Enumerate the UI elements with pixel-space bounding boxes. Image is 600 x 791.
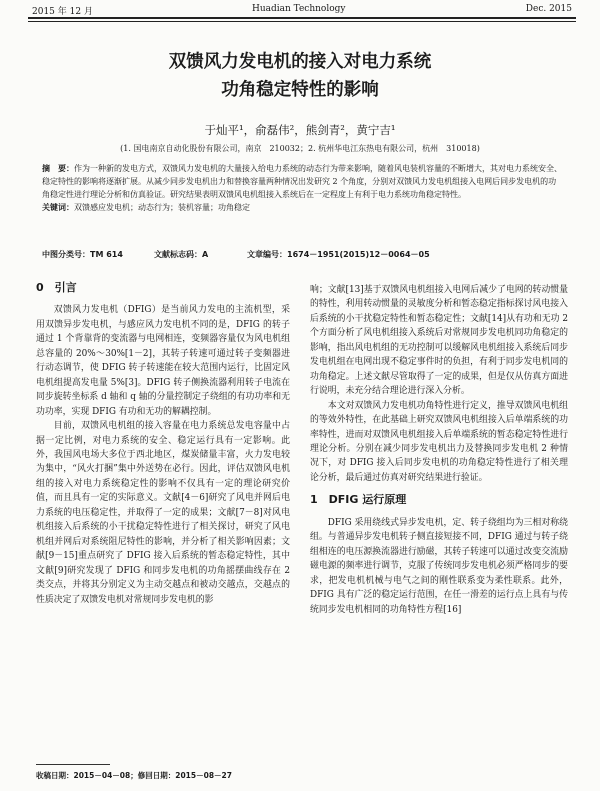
body-paragraph: 目前，双馈风电机组的接入容量在电力系统总发电容量中占据一定比例，对电力系统的安全、稳定运行具有一定影响。此外，我国风电场大多位于西北地区，煤炭储量丰富，火力发电较为集中，“风火打捆”集中外送势在必行。因此，评估双馈风电机组的接入对电力系统稳定性的影响不仅具有一定的理论研究价值，而且具有一定的实际意义。文献[4－6]研究了风电并网后电力系统的电压稳定性，并取得了一定的成果；文献[7－8]对风电机组接入后系统的小干扰稳定特性进行了相关探讨，研究了风电机组并网后对系统阻尼特性的影响，并分析了相关影响因素；文献[9－15]重点研究了 DFIG 接入后系统的暂态稳定特性，其中文献[9]研究发现了 DFIG 和同步发电机的功角摇摆曲线存在 2 类交点，并将其分别定义为主动交越点和被动交越点，交越点的性质决定了双馈发电机对常规同步发电机的影 [36, 421, 290, 605]
running-head-date: 2015 年 12 月 [32, 7, 93, 17]
keywords [42, 202, 564, 215]
running-head-issue: Dec. 2015 [525, 4, 572, 14]
body-paragraph: 响；文献[13]基于双馈风电机组接入电网后减少了电网的转动惯量的特性，利用转动惯量的灵敏度分析和暂态稳定指标探讨风电接入后系统的小干扰稳定特性和暂态稳定性；文献[14]从有功和无功 2 个方面分析了风电机组接入系统后对常规同步发电机同功角稳定的影响，指出风电机组的无功控制可以缓解风电机组接入系统后同步发电机组在电网出现不稳定事件时的负担，有利于同步发电机同的功角稳定。上述文献尽管取得了一定的成果，但是仅从仿真方面进行说明，未充分结合理论进行深入分析。 [310, 285, 568, 397]
clc-number: 中图分类号：TM 614 [42, 250, 123, 259]
left-column [36, 283, 290, 607]
abstract [42, 163, 564, 202]
paper-title-line-2: 功角稳定特性的影响 [221, 80, 379, 100]
right-column [310, 283, 568, 617]
section-heading-dfig-principle: 1 DFIG 运行原理 [310, 493, 407, 507]
article-number: 文章编号：1674－1951(2015)12－0064－05 [247, 250, 430, 259]
body-paragraph: 双馈风力发电机（DFIG）是当前风力发电的主流机型，采用双馈异步发电机，与感应风力发电机不同的是，DFIG 的转子通过 1 个背靠背的变流器与电网相连，变频器容量仅为风电机组总容量的 20%～30%[1－2]，其转子转速可通过转子变频器进行动态调节，使 DFIG 转子转速能在较大范围内运行，比固定风电机组提高发电量 5%[3]。DFIG 转子侧换流器利用转子电流在同步旋转坐标系 d 轴和 q 轴的分量控制定子绕组的有功功率和无功功率，实现 DFIG 有功和无功的解耦控制。 [36, 305, 290, 417]
running-head-journal: Huadian Technology [252, 4, 346, 14]
header-rule [28, 17, 576, 19]
running-head [0, 0, 600, 20]
document-code: 文献标志码：A [154, 250, 209, 259]
abstract-block [42, 163, 564, 215]
author-list: 于灿平¹，俞磊伟²，熊剑青²，黄宁吉¹ [204, 123, 396, 137]
body-paragraph: DFIG 采用绕线式异步发电机，定、转子绕组均为三相对称绕组。与普通异步发电机转子侧直接短接不同，DFIG 通过与转子绕组相连的电压源换流器进行励磁，其转子转速可以通过改变交流励磁电源的频率进行调节，克服了传统同步发电机必须严格同步的要求，把发电机机械与电气之间的刚性联系变为柔性联系。此外，DFIG 具有广泛的稳定运行范围，在任一滑差的运行点上具有与传统同步发电机相同的功角特性方程[16] [310, 517, 568, 615]
section-heading-introduction: 0 引言 [36, 281, 77, 294]
header-rule-thin [28, 21, 576, 22]
keywords-label: 关键词： [42, 202, 74, 212]
paper-title-line-1: 双馈风力发电机的接入对电力系统 [168, 52, 432, 72]
abstract-text: 作为一种新的发电方式，双馈风力发电机的大量接入给电力系统的动态行为带来影响，随着风电装机容量的不断增大，其对电力系统安全、稳定特性的影响将逐渐扩展。从减少同步发电机出力和替换容量两种情况出发研究 2 个角度，分别对双馈风力发电机组接入电网后同步发电机的功角稳定性进行理论分析和仿真验证。研究结果表明双馈风电机组接入系统后在一定程度上有利于电力系统功角稳定特性。 [42, 164, 562, 199]
footnote-rule [36, 764, 110, 765]
abstract-label: 摘 要： [42, 164, 74, 173]
affiliation: (1. 国电南京自动化股份有限公司，南京 210032；2. 杭州华电江东热电有限公司，杭州 310018) [120, 144, 480, 153]
received-date-footnote: 收稿日期：2015－04－08；修回日期：2015－08－27 [36, 771, 232, 780]
keywords-text: 双馈感应发电机；动态行为；装机容量；功角稳定 [74, 202, 250, 212]
body-paragraph: 本文对双馈风力发电机功角特性进行定义，推导双馈风电机组的等效外特性，在此基础上研究双馈风电机组接入后单端系统的功率特性，进而对双馈风电机组接入后单端系统的暂态稳定特性进行理论分析。分别在减少同步发电机出力及替换同步发电机 2 种情况下，对 DFIG 接入后同步发电机的功角稳定特性进行了相关理论分析，最后通过仿真对研究结果进行验证。 [310, 400, 568, 483]
paper-title [0, 48, 600, 104]
